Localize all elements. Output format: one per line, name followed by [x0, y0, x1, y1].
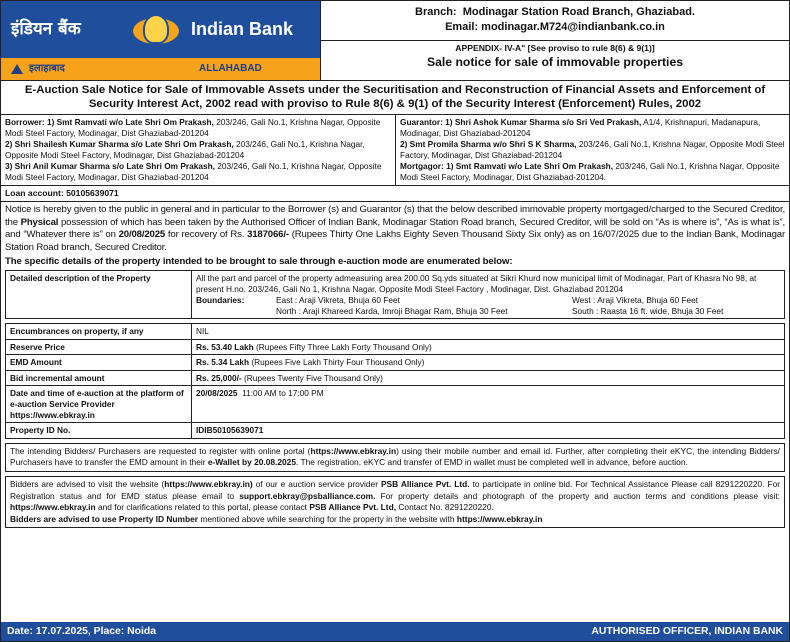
enc-label: Encumbrances on property, if any [6, 323, 192, 339]
reserve-amount: Rs. 53.40 Lakh [196, 341, 254, 352]
notice-text: for recovery of Rs. [165, 229, 248, 241]
ebkray-link[interactable]: https://www.ebkray.in [310, 445, 397, 456]
desc-cell [192, 271, 785, 319]
logo-sub-band [1, 58, 320, 80]
pid-value [192, 423, 785, 439]
para-text: Bidders are advised to visit the website ( [10, 479, 165, 490]
party-entry [400, 139, 785, 161]
table-row [6, 355, 785, 371]
notice-text: (Rupees Thirty One Lakhs Eighty Seven Thousand Sixty Six only) as on 16/07/2025 due to the Indian Bank, Modinagar Station Road branch, Secured Creditor. [5, 229, 785, 254]
party-name: 3) Shri Anil Kumar Sharma s/o Late Shri Om Prakash, [5, 160, 215, 171]
bid-label: Bid incremental amount [6, 370, 192, 386]
boundary-west: West : Araji Vikreta, Bhuja 60 Feet [572, 295, 699, 306]
notice-text: possession of which has been taken by the Authorised Officer of Indian Bank, Modinagar Station Road branch, Secured Creditor, will be sold on “As is where is”, “As is what is”, and “Whatever there is” on [5, 216, 785, 241]
reserve-label: Reserve Price [6, 339, 192, 355]
boundary-north: North : Araji Khareed Karda, Imroji Bhagar Ram, Bhuja 30 Feet [276, 305, 508, 316]
para-text: . The registration, eKYC and transfer of EMD in wallet must be completed well in advance, before auction. [296, 457, 688, 468]
boundary-east: East : Araji Vikreta, Bhuja 60 Feet [276, 295, 400, 306]
notice-date: 20/08/2025 [118, 229, 166, 241]
header-right [321, 1, 789, 80]
ebkray-link[interactable]: https://www.ebkray.in) [164, 479, 253, 490]
para-text: to participate in online bid. For Technical Assistance Please call 8291220220. For Registration status and for EMD status please email to [10, 479, 781, 501]
ebkray-link[interactable]: https://www.ebkray.in [456, 513, 543, 524]
para-text: The intending Bidders/ Purchasers are requested to register with online portal ( [10, 445, 311, 456]
party-entry [400, 117, 785, 139]
ewallet-deadline: e-Wallet by 20.08.2025 [207, 457, 296, 468]
table-row [6, 323, 785, 339]
bank-logo [1, 1, 321, 80]
psb-alliance: PSB Alliance Pvt. Ltd. [380, 479, 470, 490]
bid-amount: Rs. 25,000/- [196, 372, 242, 383]
para-text: and for clarifications related to this portal, please contact [95, 502, 310, 513]
support-email-link[interactable]: support.ebkray@psballiance.com. [239, 490, 376, 501]
boundaries-right [572, 295, 723, 316]
branch-value: Modinagar Station Road Branch, Ghaziabad. [462, 6, 695, 18]
party-name: 2) Smt Promila Sharma w/o Shri S K Sharma, [400, 138, 577, 149]
footer-date-place: Date: 17.07.2025, Place: Noida [7, 625, 157, 637]
party-entry [400, 161, 785, 183]
footer-signatory: AUTHORISED OFFICER, INDIAN BANK [591, 625, 783, 637]
logo-sub-hindi: इलाहाबाद [29, 62, 65, 74]
notice-footer [1, 622, 789, 641]
boundaries-label: Boundaries: [196, 295, 245, 306]
para-text: Contact No. 8291220220. [396, 502, 494, 513]
parties-section [1, 115, 789, 187]
para-text: For property details and photograph of the property and auction terms and conditions please visit: [375, 490, 780, 501]
appendix-block [321, 41, 789, 80]
ebkray-link[interactable]: https://www.ebkray.in [10, 502, 96, 513]
para-text: ) using their mobile number and email id. Further, after completing their eKYC, the intending Bidders/ Purchasers have to transfer the EMD amount in their [10, 445, 780, 468]
bank-emblem-icon [129, 10, 183, 50]
desc-label: Detailed description of the Property [6, 271, 192, 319]
allahabad-triangle-icon [11, 64, 23, 74]
table-row [6, 271, 785, 319]
psb-alliance: PSB Alliance Pvt. Ltd, [309, 502, 397, 513]
advice-paragraph [5, 476, 785, 528]
table-row [6, 423, 785, 439]
logo-english-text: Indian Bank [191, 18, 294, 39]
specific-details-heading: The specific details of the property intended to be brought to sale through e-auction mode are enumerated below: [5, 255, 513, 267]
desc-text: All the part and parcel of the property admeasuring area 200.00 Sq.yds situated at Sikri Khurd now municipal limit of Modinagar, Part of Khasra No 98, at present H.no. 203/246, Gali No 1, Krishna Nagar, Opposite Modi Steel Factory , Modinagar, Dist. Ghaziabad 201204 [196, 273, 757, 294]
notice-header [1, 1, 789, 81]
logo-sub-english: ALLAHABAD [199, 62, 262, 74]
borrowers-column [1, 115, 395, 186]
boundary-south: South : Raasta 16 ft. wide, Bhuja 30 Feet [572, 305, 724, 316]
party-entry [5, 161, 391, 183]
auction-time: 11:00 AM to 17:00 PM [237, 388, 324, 399]
boundaries [196, 295, 780, 316]
emd-words: (Rupees Five Lakh Thirty Four Thousand Only) [249, 357, 425, 368]
party-address: 203/246, Gali No.1, Krishna Nagar, Opposite Modi Steel Factory, Modinagar, Dist Ghaziabad-201204. [400, 160, 780, 183]
loan-account: Loan account: 50105639071 [1, 186, 789, 202]
bid-words: (Rupees Twenty Five Thousand Only) [241, 372, 383, 383]
email-label: Email: [445, 20, 479, 33]
party-name: Borrower: 1) Smt Ramvati w/o Late Shri Om Prakash, [5, 116, 214, 127]
party-address: 203/246, Gali No.1, Krishna Nagar, Opposite Modi Steel Factory, Modinagar, Dist Ghaziabad-201204 [5, 116, 381, 138]
reserve-value [192, 339, 785, 355]
logo-top-band [1, 1, 320, 58]
party-address: 203/246, Gali No.1, Krishna Nagar, Opposite Modi Steel Factory, Modinagar, Dist Ghaziabad-201204 [400, 138, 785, 160]
sale-notice-title: Sale notice for sale of immovable properties [426, 55, 683, 69]
notice-physical: Physical [20, 216, 59, 228]
email-value: modinagar.M724@indianbank.co.in [481, 20, 665, 33]
appendix-text: APPENDIX- IV-A" [See proviso to rule 8(6) & 9(1)] [455, 43, 655, 53]
enc-value: NIL [192, 323, 785, 339]
party-entry [5, 117, 391, 139]
party-address: 203/246, Gali No.1, Krishna Nagar, Opposite Modi Steel Factory, Modinagar, Dist Ghaziabad-201204 [5, 160, 382, 183]
table-row [6, 370, 785, 386]
party-entry [5, 139, 391, 161]
notice-amount: 3187066/- [247, 229, 289, 241]
emd-amount: Rs. 5.34 Lakh [196, 357, 250, 368]
party-address: 203/246, Gali No.1, Krishna Nagar, Opposite Modi Steel Factory, Modinagar, Dist Ghaziabad-201204 [5, 138, 365, 160]
property-table [5, 270, 785, 439]
notice-paragraph [1, 202, 789, 256]
branch-label: Branch: [415, 6, 457, 18]
pid-label: Property ID No. [6, 423, 192, 439]
auction-label: Date and time of e-auction at the platform of e-auction Service Provider https://www.ebkray.in [6, 386, 192, 423]
party-address: A1/4, Krishnapuri, Madanapura, Modinagar, Dist Ghaziabad-201204 [400, 116, 761, 138]
party-name: Mortgagor: 1) Smt Ramvati w/o Late Shri Om Prakash, [400, 160, 614, 171]
notice-text: Notice is hereby given to the public in general and in particular to the Borrower (s) and Guarantor (s) that the below described immovable property mortgaged/charged to the Secured Creditor, the [5, 204, 785, 228]
property-id-advice: Bidders are advised to use Property ID Number [10, 513, 199, 524]
emd-value [192, 355, 785, 371]
branch-info [321, 1, 789, 41]
pid-number: IDIB50105639071 [196, 425, 264, 436]
auction-date: 20/08/2025 [196, 388, 238, 399]
table-row [6, 339, 785, 355]
bid-value [192, 370, 785, 386]
guarantors-column [395, 115, 789, 186]
para-text: of our e auction service provider [252, 479, 381, 490]
bidders-paragraph [5, 443, 785, 472]
auction-title: E-Auction Sale Notice for Sale of Immovable Assets under the Securitisation and Reconstruction of Financial Assets and Enforcement of Security Interest Act, 2002 read with proviso to Rule 8(6) & 9(1) of the Security Interest (Enforcement) Rules, 2002 [1, 81, 789, 115]
logo-hindi-text: इंडियन बैंक [11, 18, 81, 39]
para-text: mentioned above while searching for the property in the website with [198, 513, 457, 524]
auction-value [192, 386, 785, 423]
party-name: 2) Shri Shailesh Kumar Sharma s/o Late Shri Om Prakash, [5, 138, 234, 149]
boundaries-left [276, 295, 572, 316]
table-row [6, 386, 785, 423]
party-name: Guarantor: 1) Shri Ashok Kumar Sharma s/o Sri Ved Prakash, [400, 116, 642, 127]
emd-label: EMD Amount [6, 355, 192, 371]
reserve-words: (Rupees Fifty Three Lakh Forty Thousand Only) [253, 341, 432, 352]
